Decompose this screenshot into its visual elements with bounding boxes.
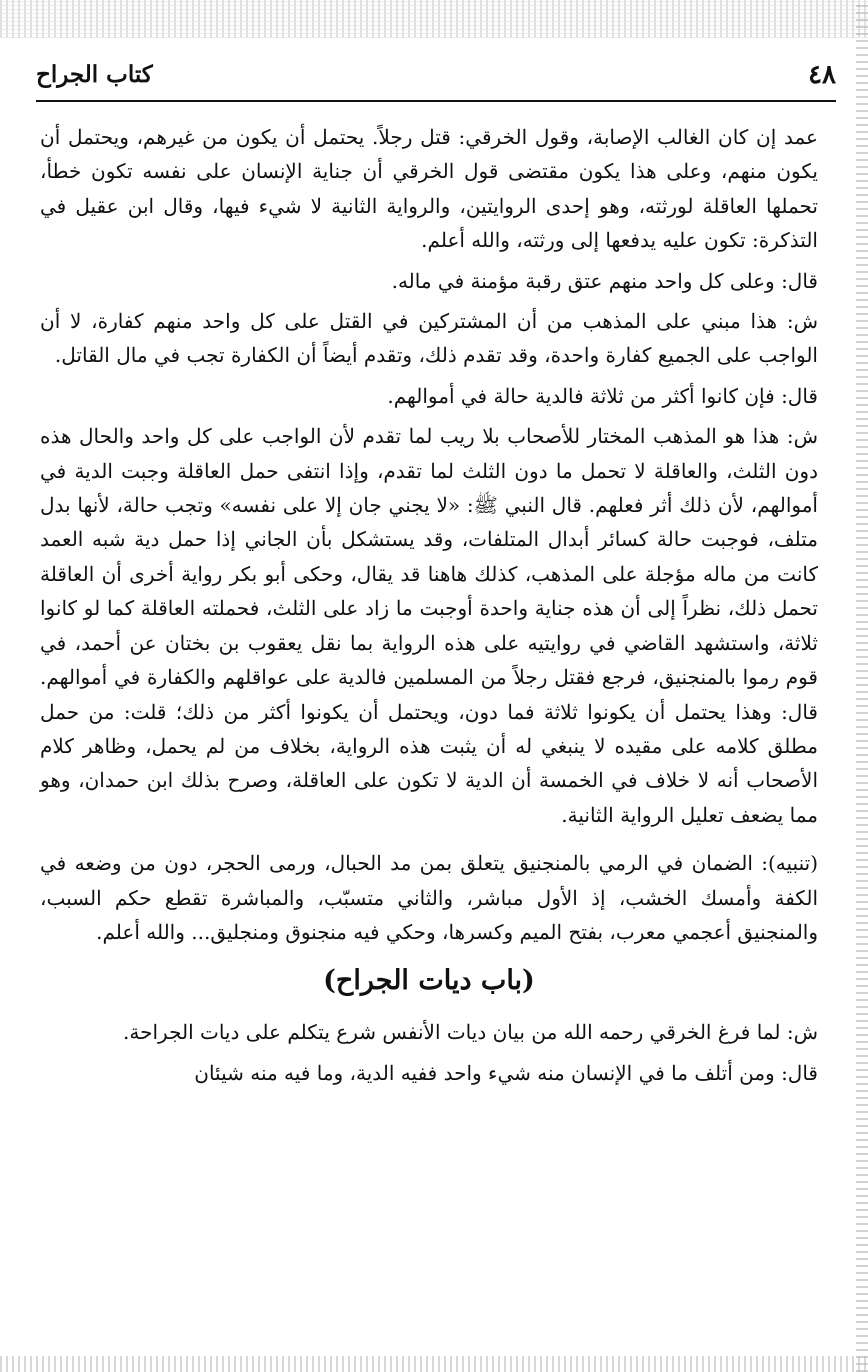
bottom-ornament-border bbox=[0, 1356, 868, 1372]
page-header bbox=[36, 58, 836, 92]
page-body bbox=[40, 120, 818, 1096]
paragraph-6-note: (تنبيه): الضمان في الرمي بالمنجنيق يتعلق بمن مد الحبال، ورمى الحجر، دون من وضعه في الكفة وأمسك الخشب، إذ الأول مباشر، والثاني متسبّب، والمباشرة تقطع حكم السبب، والمنجنيق أعجمي معرب، بفتح الميم وكسرها، وحكي فيه منجنوق ومنجليق... والله أعلم. bbox=[40, 851, 818, 944]
page-number: ٤٨ bbox=[808, 60, 836, 90]
paragraph-8: قال: ومن أتلف ما في الإنسان منه شيء واحد ففيه الدية، وما فيه منه شيئان bbox=[194, 1060, 818, 1085]
paragraph-1: عمد إن كان الغالب الإصابة، وقول الخرقي: قتل رجلاً. يحتمل أن يكون من غيرهم، ويحتمل أن يكون منهم، وعلى هذا يكون مقتضى قول الخرقي أن جناية الإنسان على نفسه تكون خطأ، تحملها العاقلة لورثته، وهو إحدى الروايتين، والرواية الثانية لا شيء فيها، وقال ابن عقيل في التذكرة: تكون عليه يدفعها إلى ورثته، والله أعلم. bbox=[40, 125, 818, 253]
paragraph-7: ش: لما فرغ الخرقي رحمه الله من بيان ديات الأنفس شرع يتكلم على ديات الجراحة. bbox=[123, 1020, 818, 1045]
section-heading: (باب ديات الجراح) bbox=[323, 965, 535, 997]
paragraph-5: ش: هذا هو المذهب المختار للأصحاب بلا ريب لما تقدم لأن الواجب على كل واحد والحال هذه دون الثلث، والعاقلة لا تحمل ما دون الثلث لما تقدم، وإذا انتفى حمل العاقلة وجبت الدية في أموالهم، لأن ذلك أثر فعلهم. قال النبي ﷺ: «لا يجني جان إلا على نفسه» وتجب حالة، لأنها بدل متلف، فوجبت حالة كسائر أبدال المتلفات، وقد يستشكل بأن الجاني إذا حمل دية شبه العمد كانت من ماله مؤجلة على المذهب، كذلك هاهنا قد يقال، وحكى أبو بكر رواية أخرى أن العاقلة تحمل ذلك، نظراً إلى أن هذه جناية واحدة أوجبت ما زاد على الثلث، فحملته العاقلة كما لو كانوا ثلاثة، واستشهد القاضي في روايتيه على هذه الرواية بما نقل يعقوب بن بختان عن أحمد، في قوم رموا بالمنجنيق، فرجع فقتل رجلاً من المسلمين فالدية على عواقلهم والكفارة في أموالهم. قال: وهذا يحتمل أن يكونوا ثلاثة فما دون، ويحتمل أن يكونوا أكثر من ذلك؛ قلت: من حمل مطلق كلامه على مقيده لا ينبغي له أن يثبت هذه الرواية، بخلاف من لم يحمل، وظاهر كلام الأصحاب أنه لا خلاف في الخمسة أن الدية لا تكون على العاقلة، وصرح بذلك ابن حمدان، وهو مما يضعف تعليل الرواية الثانية. bbox=[40, 424, 818, 827]
paragraph-3: ش: هذا مبني على المذهب من أن المشتركين في القتل على كل واحد منهم كفارة، لا أن الواجب على الجميع كفارة واحدة، وقد تقدم ذلك، وتقدم أيضاً أن الكفارة تجب في مال القاتل. bbox=[40, 309, 818, 368]
paragraph-4: قال: فإن كانوا أكثر من ثلاثة فالدية حالة في أموالهم. bbox=[387, 383, 818, 408]
right-ornament-border bbox=[856, 0, 868, 1372]
running-title: كتاب الجراح bbox=[36, 61, 153, 88]
top-ornament-border bbox=[0, 0, 868, 38]
paragraph-2: قال: وعلى كل واحد منهم عتق رقبة مؤمنة في ماله. bbox=[391, 268, 818, 293]
header-divider bbox=[36, 100, 836, 102]
